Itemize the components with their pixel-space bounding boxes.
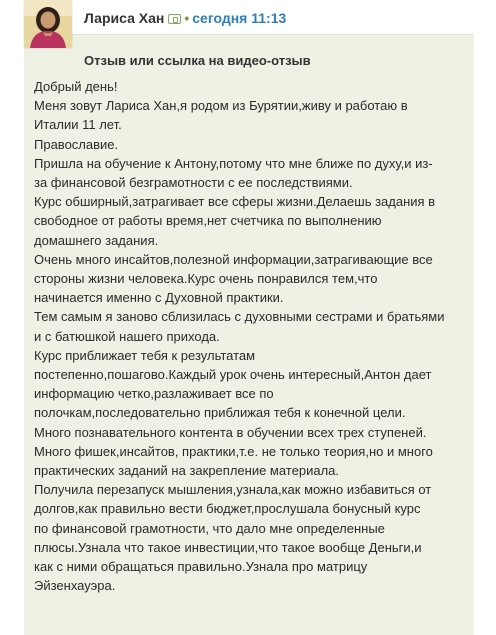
post-line: постепенно,пошагово.Каждый урок очень интересный,Антон дает: [34, 367, 432, 383]
post-line: свободное от работы время,нет счетчика по выполнению: [34, 213, 382, 229]
post-time[interactable]: сегодня 11:13: [192, 10, 287, 26]
post-line: Италии 11 лет.: [34, 117, 122, 133]
avatar[interactable]: [24, 0, 72, 48]
post-title: Отзыв или ссылка на видео-отзыв: [84, 53, 311, 68]
post-line: по финансовой грамотности, что дало мне определенные: [34, 520, 385, 536]
author-line: [84, 9, 286, 27]
post-line: Добрый день!: [34, 79, 118, 94]
post-line: и с батюшкой нашего прихода.: [34, 328, 220, 344]
post-line: долгов,как правильно вести бюджет,прослушала бонусный курс: [34, 501, 421, 517]
post-line: Курс обширный,затрагивает все сферы жизни.Делаешь задания в: [34, 194, 436, 210]
post-line: домашнего задания.: [34, 232, 159, 248]
post-line: Эйзенхауэра.: [34, 578, 116, 594]
post-line: практических заданий на закрепление материала.: [34, 463, 339, 479]
post-body: [34, 77, 466, 595]
post-header: [24, 0, 496, 34]
author-name[interactable]: Лариса Хан: [84, 10, 165, 26]
avatar-photo: [24, 0, 72, 48]
post-line: Получила перезапуск мышления,узнала,как можно избавиться от: [34, 482, 432, 498]
post-line: информацию четко,разлаживает все по: [34, 386, 274, 402]
meta-separator: •: [184, 10, 190, 26]
post-line: Пришла на обучение к Антону,потому что мне ближе по духу,и из-: [34, 155, 433, 171]
post-line: Очень много инсайтов,полезной информации,затрагивающие все: [34, 251, 433, 267]
post-line: Православие.: [34, 136, 119, 152]
post-line: Много познавательного контента в обучении всех трех ступеней.: [34, 424, 427, 440]
post-line: плюсы.Узнала что такое инвестиции,что такое вообще Деньги,и: [34, 539, 422, 555]
post-line: полочкам,последовательно приближая тебя к конечной цели.: [34, 405, 406, 421]
post-line: как с ними обращаться правильно.Узнала про матрицу: [34, 559, 368, 575]
post-line: Много фишек,инсайтов, практики,т.е. не только теория,но и много: [34, 443, 433, 459]
post-card: [24, 34, 474, 635]
post-line: Тем самым я заново сблизилась с духовными сестрами и братьями: [34, 309, 445, 325]
post-line: Меня зовут Лариса Хан,я родом из Бурятии,живу и работаю в: [34, 98, 408, 114]
post-line: за финансовой безграмотности с ее последствиями.: [34, 175, 353, 191]
post-line: Курс приближает тебя к результатам: [34, 347, 256, 363]
post-line: стороны жизни человека.Курс очень понравился тем,что: [34, 271, 378, 287]
online-status-icon: [168, 14, 181, 24]
post-line: начинается именно с Духовной практики.: [34, 290, 284, 306]
